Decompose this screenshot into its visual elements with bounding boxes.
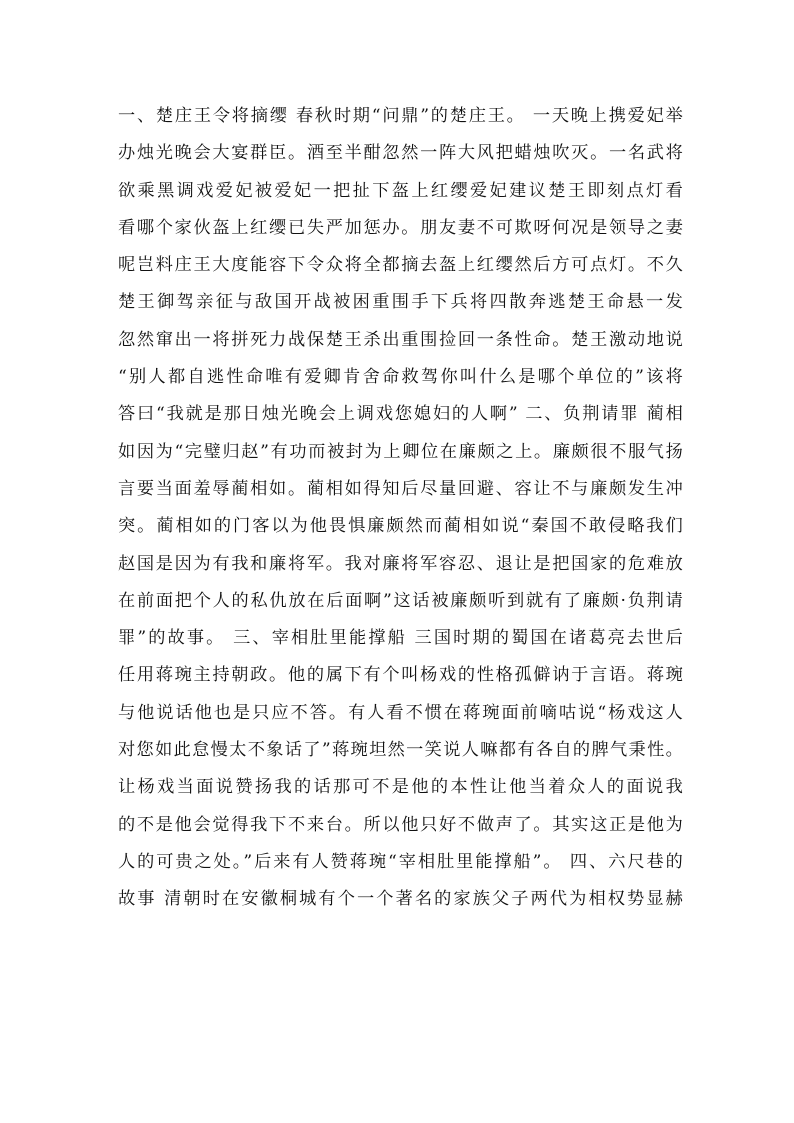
text-line: 任用蒋琬主持朝政。他的属下有个叫杨戏的性格孤僻讷于言语。蒋琬 [118, 665, 683, 686]
text-line: 忽然窜出一将拼死力战保楚王杀出重围捡回一条性命。楚王激动地说 [118, 329, 683, 350]
text-line: 对您如此怠慢太不象话了”蒋琬坦然一笑说人嘛都有各自的脾气秉性。 [118, 740, 683, 761]
text-line: 故事 清朝时在安徽桐城有个一个著名的家族父子两代为相权势显赫 [118, 889, 683, 910]
text-line: “别人都自逃性命唯有爱卿肯舍命救驾你叫什么是哪个单位的”该将 [118, 367, 683, 388]
text-line: 看哪个家伙盔上红缨已失严加惩办。朋友妻不可欺呀何况是领导之妻 [118, 217, 683, 238]
text-line: 人的可贵之处。”后来有人赞蒋琬“宰相肚里能撑船”。 四、六尺巷的 [118, 851, 683, 872]
text-line: 办烛光晚会大宴群臣。酒至半酣忽然一阵大风把蜡烛吹灭。一名武将 [118, 143, 683, 164]
text-line: 突。蔺相如的门客以为他畏惧廉颇然而蔺相如说“秦国不敢侵略我们 [118, 516, 683, 537]
text-line: 呢岂料庄王大度能容下令众将全都摘去盔上红缨然后方可点灯。不久 [118, 255, 683, 276]
text-line: 言要当面羞辱蔺相如。蔺相如得知后尽量回避、容让不与廉颇发生冲 [118, 478, 683, 499]
text-line: 罪”的故事。 三、宰相肚里能撑船 三国时期的蜀国在诸葛亮去世后 [118, 628, 683, 649]
body-text [118, 98, 683, 919]
text-line: 赵国是因为有我和廉将军。我对廉将军容忍、退让是把国家的危难放 [118, 553, 683, 574]
text-line: 的不是他会觉得我下不来台。所以他只好不做声了。其实这正是他为 [118, 814, 683, 835]
text-line: 与他说话他也是只应不答。有人看不惯在蒋琬面前嘀咕说“杨戏这人 [118, 702, 683, 723]
text-line: 欲乘黑调戏爱妃被爱妃一把扯下盔上红缨爱妃建议楚王即刻点灯看 [118, 180, 683, 201]
text-line: 答曰“我就是那日烛光晚会上调戏您媳妇的人啊” 二、负荆请罪 蔺相 [118, 404, 683, 425]
text-line: 如因为“完璧归赵”有功而被封为上卿位在廉颇之上。廉颇很不服气扬 [118, 441, 683, 462]
text-line: 在前面把个人的私仇放在后面啊”这话被廉颇听到就有了廉颇·负荆请 [118, 590, 683, 611]
text-line: 让杨戏当面说赞扬我的话那可不是他的本性让他当着众人的面说我 [118, 777, 683, 798]
text-line: 楚王御驾亲征与敌国开战被困重围手下兵将四散奔逃楚王命悬一发 [118, 292, 683, 313]
text-line: 一、楚庄王令将摘缨 春秋时期“问鼎”的楚庄王。 一天晚上携爱妃举 [118, 106, 683, 126]
